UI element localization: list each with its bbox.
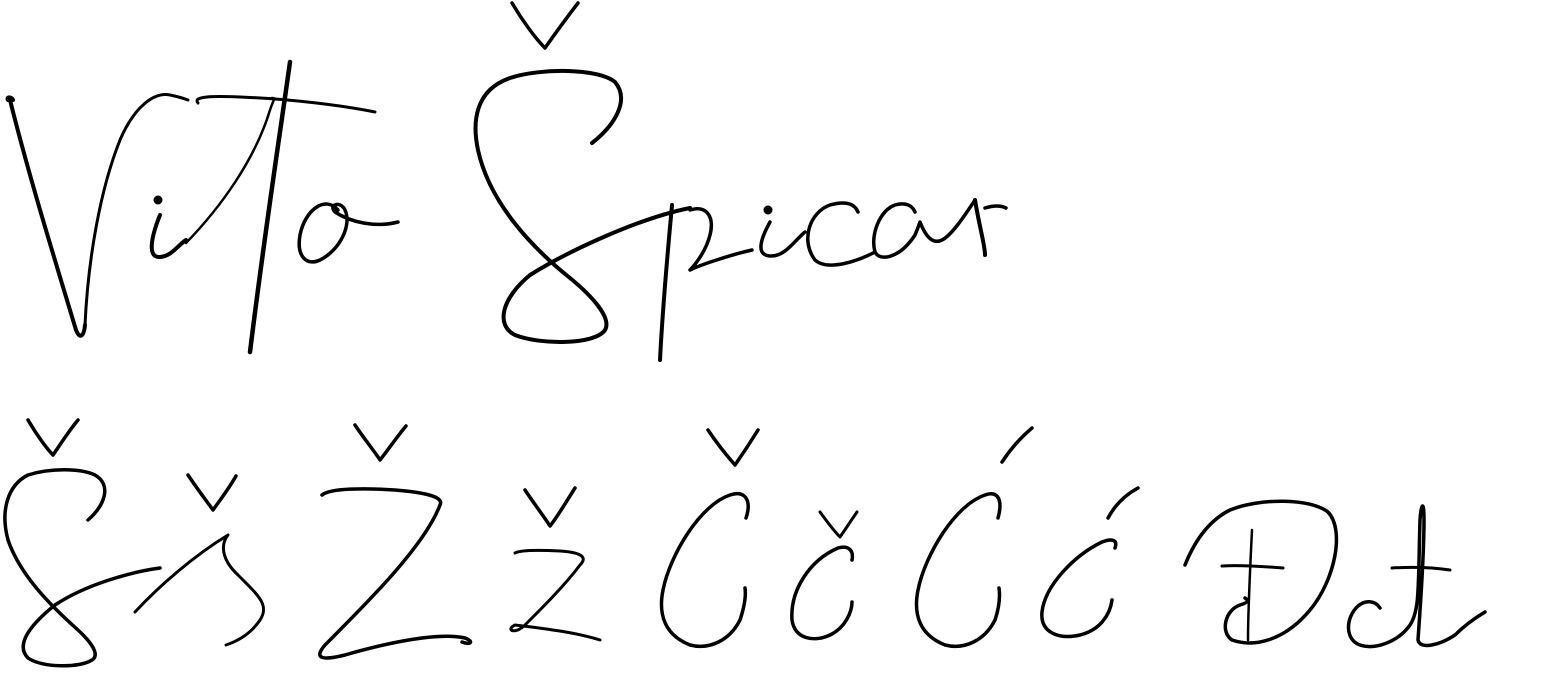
line-1-vito-spicar [8,3,1006,360]
glyph-i-1 [152,196,186,258]
glyph-z-caron-lower [511,488,600,640]
glyph-r [975,200,1006,255]
glyph-d-stroke-lower [1348,506,1485,646]
glyph-o [299,204,398,262]
glyph-Z-caron-upper [320,425,471,658]
glyph-a [874,200,975,257]
glyph-D-stroke-upper [1185,501,1336,643]
glyph-C-acute-upper [916,428,1032,646]
glyph-i-2 [761,206,805,257]
glyph-c-acute-lower [1042,488,1138,636]
glyph-C-caron-upper [661,430,758,646]
glyph-s-caron-lower [135,475,264,645]
glyph-S-caron [476,3,690,342]
glyph-t [186,62,375,352]
glyph-S-caron-upper [5,420,160,666]
line-2-character-set [5,420,1485,666]
glyph-c-caron-lower [792,512,857,639]
glyph-c [808,203,875,265]
glyph-p [660,205,752,360]
